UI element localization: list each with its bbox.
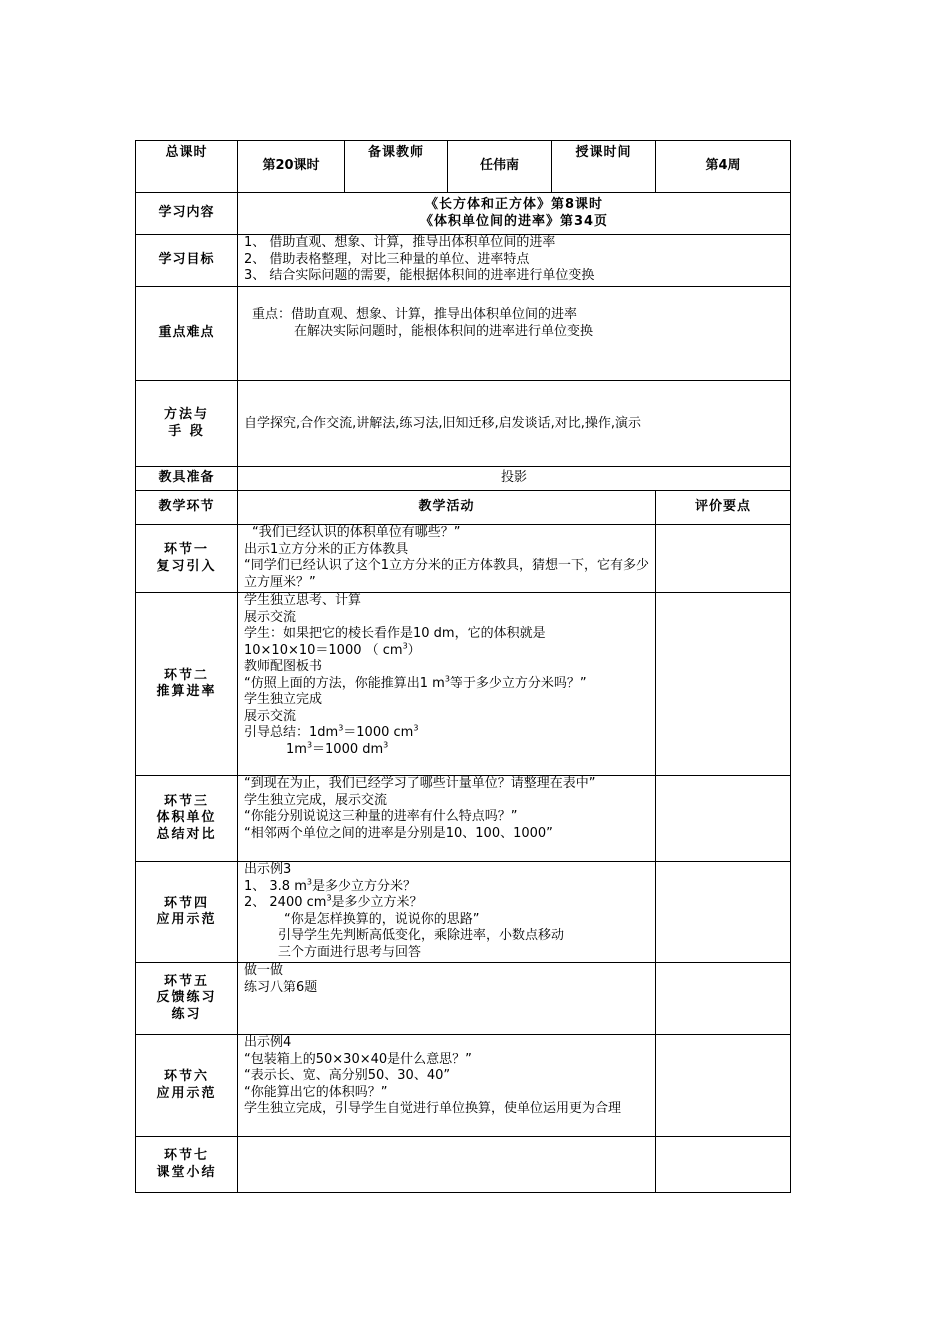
stage-2-line-6-text: “仿照上面的方法，你能推算出1 m — [244, 675, 445, 691]
stage-row-3 — [136, 776, 791, 862]
goals-row — [136, 235, 791, 287]
stage-1-label — [136, 525, 238, 593]
teach-time-label: 授课时间 — [552, 141, 656, 193]
stage-4-line-3 — [244, 895, 649, 912]
stage-5-activity — [238, 963, 656, 1035]
methods-label — [136, 381, 238, 467]
stage-4-evaluation — [656, 862, 791, 963]
stage-4-line-3-end: 是多少立方米？ — [331, 895, 423, 910]
methods-label-line-2: 手 段 — [168, 423, 205, 439]
stage-2-line-8: 展示交流 — [244, 708, 297, 724]
stage-3-line-3: “你能分别说说这三种量的进率有什么特点吗？” — [244, 809, 518, 824]
stage-2-line-9-mid: ＝1000 cm — [343, 725, 414, 740]
stage-4-line-2-exp: 3 — [306, 877, 312, 887]
stage-row-5 — [136, 963, 791, 1035]
stage-6-name: 环节六 — [163, 1069, 209, 1084]
tools-label: 教具准备 — [136, 467, 238, 491]
stage-5-name: 环节五 — [163, 973, 209, 989]
content-title — [238, 193, 791, 235]
stage-2-evaluation — [656, 593, 791, 776]
stage-6-line-1: 出示例4 — [244, 1035, 292, 1050]
stage-6-line-3: “表示长、宽、高分别50、30、40” — [244, 1068, 451, 1083]
stage-3-line-1: “到现在为止，我们已经学习了哪些计量单位？请整理在表中” — [244, 776, 596, 791]
evaluation-column-header: 评价要点 — [656, 491, 791, 525]
stage-4-title: 应用示范 — [156, 912, 217, 927]
content-line-1: 《长方体和正方体》第8课时 — [424, 197, 604, 212]
stage-2-line-6 — [244, 676, 649, 693]
stage-7-evaluation — [656, 1137, 791, 1193]
stage-row-7 — [136, 1137, 791, 1193]
stage-3-activity — [238, 776, 656, 862]
goals-list — [238, 235, 791, 287]
stage-5-evaluation — [656, 963, 791, 1035]
stage-2-line-4 — [244, 643, 649, 660]
keypoints-label: 重点难点 — [136, 287, 238, 381]
stage-2-title: 推算进率 — [156, 684, 217, 699]
stage-2-line-9-exp: 3 — [338, 723, 344, 733]
tools-row — [136, 467, 791, 491]
stage-4-line-2-end: 是多少立方分米？ — [311, 878, 416, 894]
stage-2-line-7: 学生独立完成 — [244, 692, 323, 707]
stage-2-line-9-text: 引导总结：1dm — [244, 725, 339, 740]
stage-6-title: 应用示范 — [156, 1085, 217, 1101]
stage-3-title: 体积单位 — [156, 810, 217, 826]
stage-4-line-5: 引导学生先判断高低变化，乘除进率，小数点移动 — [278, 928, 565, 943]
stage-3-name: 环节三 — [163, 793, 209, 809]
stage-4-line-6: 三个方面进行思考与回答 — [278, 944, 422, 960]
methods-row — [136, 381, 791, 467]
total-lessons-label: 总课时 — [136, 141, 238, 193]
teacher-name: 任伟南 — [448, 141, 552, 193]
stage-4-activity — [238, 862, 656, 963]
week-number: 第4周 — [656, 141, 791, 193]
stage-2-name: 环节二 — [163, 667, 209, 683]
stage-4-name: 环节四 — [163, 895, 209, 911]
stage-4-line-2-text: 1、 3.8 m — [244, 878, 307, 894]
stage-2-line-10 — [244, 742, 649, 759]
stage-6-activity — [238, 1035, 656, 1137]
stage-2-line-4-exp: 3 — [402, 641, 408, 651]
stage-4-line-3-text: 2、 2400 cm — [244, 895, 327, 910]
stage-row-2 — [136, 593, 791, 776]
stage-2-line-6-end: 等于多少立方分米吗？” — [449, 675, 587, 691]
stage-5-title: 反馈练习 — [156, 990, 217, 1006]
stage-7-title: 课堂小结 — [156, 1164, 217, 1180]
stage-2-line-10-exp2: 3 — [383, 740, 389, 750]
content-label: 学习内容 — [136, 193, 238, 235]
stage-3-line-2: 学生独立完成，展示交流 — [244, 792, 388, 808]
stage-1-activity — [238, 525, 656, 593]
keypoint-line-1: 重点：借助直观、想象、计算，推导出体积单位间的进率 — [252, 307, 578, 322]
activity-header-row — [136, 491, 791, 525]
goal-item-1: 1、 借助直观、想象、计算，推导出体积单位间的进率 — [244, 235, 556, 250]
keypoints-text — [238, 287, 791, 381]
stage-4-line-3-exp: 3 — [326, 893, 332, 903]
content-line-2: 《体积单位间的进率》第34页 — [419, 213, 609, 229]
content-row — [136, 193, 791, 235]
methods-value: 自学探究,合作交流,讲解法,练习法,旧知迁移,启发谈话,对比,操作,演示 — [244, 416, 642, 431]
stage-2-line-10-exp: 3 — [306, 740, 313, 750]
stage-1-line-2: 出示1立方分米的正方体教具 — [244, 541, 409, 557]
stage-3-label — [136, 776, 238, 862]
stage-5-subtitle: 练习 — [171, 1006, 202, 1022]
stage-2-line-10-mid: ＝1000 dm — [312, 741, 384, 757]
goal-item-2: 2、 借助表格整理，对比三种量的单位、进率特点 — [244, 251, 530, 267]
stage-2-line-6-exp: 3 — [444, 674, 450, 684]
stage-5-line-1: 做一做 — [244, 963, 284, 978]
stage-2-line-10-text: 1m — [286, 741, 307, 757]
stage-2-line-4-text: 10×10×10＝1000 （ cm — [244, 642, 403, 658]
stage-row-6 — [136, 1035, 791, 1137]
stage-7-activity — [238, 1137, 656, 1193]
prep-teacher-label: 备课教师 — [345, 141, 448, 193]
stage-6-evaluation — [656, 1035, 791, 1137]
stage-2-line-9-exp2: 3 — [413, 723, 419, 733]
stage-2-line-3: 学生：如果把它的棱长看作是10 dm，它的体积就是 — [244, 626, 546, 641]
methods-label-line-1: 方法与 — [163, 407, 209, 422]
activity-column-header: 教学活动 — [238, 491, 656, 525]
stage-4-line-2 — [244, 879, 649, 896]
stage-3-subtitle: 总结对比 — [156, 826, 217, 842]
stage-1-line-1: “我们已经认识的体积单位有哪些？” — [252, 525, 461, 540]
stage-row-4 — [136, 862, 791, 963]
stage-5-label — [136, 963, 238, 1035]
stage-1-title: 复习引入 — [156, 558, 217, 574]
goals-label: 学习目标 — [136, 235, 238, 287]
lesson-number: 第20课时 — [238, 141, 345, 193]
stage-2-line-2: 展示交流 — [244, 609, 297, 625]
methods-text — [238, 381, 791, 467]
lesson-plan-table — [135, 140, 791, 1193]
stage-6-label — [136, 1035, 238, 1137]
stage-2-line-4-end: ） — [407, 642, 421, 658]
stage-1-evaluation — [656, 525, 791, 593]
stage-2-line-1: 学生独立思考、计算 — [244, 593, 362, 608]
stage-6-line-2: “包装箱上的50×30×40是什么意思？” — [244, 1051, 472, 1067]
stage-1-name: 环节一 — [163, 542, 209, 557]
stage-7-name: 环节七 — [163, 1148, 209, 1163]
stage-4-label — [136, 862, 238, 963]
stage-4-line-1: 出示例3 — [244, 862, 292, 877]
stage-7-label — [136, 1137, 238, 1193]
stage-3-evaluation — [656, 776, 791, 862]
stage-column-header: 教学环节 — [136, 491, 238, 525]
stage-6-line-4: “你能算出它的体积吗？” — [244, 1084, 388, 1100]
stage-4-line-4: “你是怎样换算的，说说你的思路” — [284, 911, 480, 927]
stage-5-line-2: 练习八第6题 — [244, 979, 318, 995]
tools-value: 投影 — [238, 467, 791, 491]
stage-3-line-4: “相邻两个单位之间的进率是分别是10、100、1000” — [244, 825, 553, 841]
stage-2-activity — [238, 593, 656, 776]
goal-item-3: 3、 结合实际问题的需要，能根据体积间的进率进行单位变换 — [244, 268, 595, 283]
header-row — [136, 141, 791, 193]
keypoint-line-2: 在解决实际问题时，能根体积间的进率进行单位变换 — [294, 323, 594, 339]
stage-2-label — [136, 593, 238, 776]
stage-6-line-5: 学生独立完成，引导学生自觉进行单位换算，使单位运用更为合理 — [244, 1101, 622, 1116]
keypoints-row — [136, 287, 791, 381]
stage-row-1 — [136, 525, 791, 593]
stage-2-line-9 — [244, 725, 649, 742]
stage-2-line-5: 教师配图板书 — [244, 659, 323, 674]
stage-1-line-3: “同学们已经认识了这个1立方分米的正方体教具，猜想一下，它有多少立方厘米？” — [244, 558, 650, 590]
